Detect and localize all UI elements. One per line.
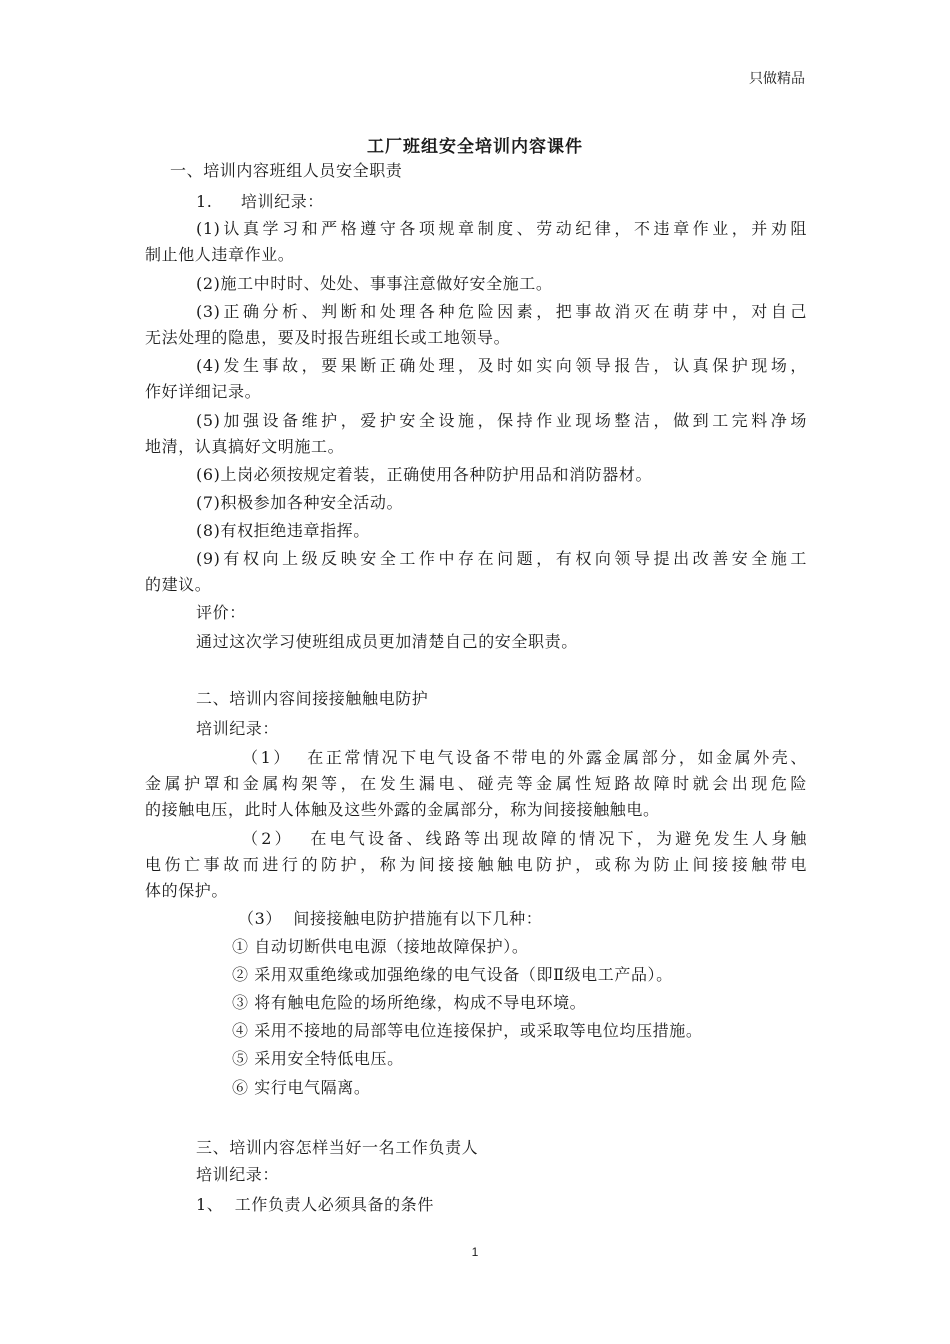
protection-measure-4: ④ 采用不接地的局部等电位连接保护，或采取等电位均压措施。 xyxy=(232,1021,703,1040)
document-title: 工厂班组安全培训内容课件 xyxy=(367,137,583,157)
indirect-contact-para-1-line-2: 金属护罩和金属构架等，在发生漏电、碰壳等金属性短路故障时就会出现危险 xyxy=(145,774,807,793)
duty-5-line-1: (5)加强设备维护，爱护安全设施，保持作业现场整洁，做到工完料净场 xyxy=(196,411,807,430)
page-number: 1 xyxy=(471,1245,479,1259)
section-3-item-1: 1、 工作负责人必须具备的条件 xyxy=(196,1195,434,1214)
duty-5-line-2: 地清，认真搞好文明施工。 xyxy=(145,437,345,456)
evaluation-text: 通过这次学习使班组成员更加清楚自己的安全职责。 xyxy=(196,632,578,651)
duty-1-line-2: 制止他人违章作业。 xyxy=(145,245,295,264)
duty-2: (2)施工中时时、处处、事事注意做好安全施工。 xyxy=(196,274,553,293)
duty-7: (7)积极参加各种安全活动。 xyxy=(196,493,404,512)
duty-4-line-1: (4)发生事故，要果断正确处理，及时如实向领导报告，认真保护现场， xyxy=(196,356,807,375)
duty-1-line-1: (1)认真学习和严格遵守各项规章制度、劳动纪律，不违章作业，并劝阻 xyxy=(196,219,807,238)
indirect-contact-para-1-line-1: （1） 在正常情况下电气设备不带电的外露金属部分，如金属外壳、 xyxy=(242,748,807,767)
section-1-item-label: 1. 培训纪录： xyxy=(196,192,324,211)
section-1-heading: 一、培训内容班组人员安全职责 xyxy=(170,161,403,180)
duty-4-line-2: 作好详细记录。 xyxy=(145,382,262,401)
protection-measure-3: ③ 将有触电危险的场所绝缘，构成不导电环境。 xyxy=(232,993,587,1012)
indirect-contact-para-2-line-3: 体的保护。 xyxy=(145,881,229,900)
duty-3-line-2: 无法处理的隐患，要及时报告班组长或工地领导。 xyxy=(145,328,511,347)
duty-9-line-2: 的建议。 xyxy=(145,575,212,594)
protection-measure-5: ⑤ 采用安全特低电压。 xyxy=(232,1049,404,1068)
evaluation-label: 评价： xyxy=(196,603,246,622)
duty-8: (8)有权拒绝违章指挥。 xyxy=(196,521,370,540)
indirect-contact-para-2-line-1: （2） 在电气设备、线路等出现故障的情况下，为避免发生人身触 xyxy=(242,829,807,848)
indirect-contact-para-1-line-3: 的接触电压，此时人体触及这些外露的金属部分，称为间接接触触电。 xyxy=(145,800,660,819)
section-3-heading: 三、培训内容怎样当好一名工作负责人 xyxy=(196,1138,479,1157)
protection-measure-1: ① 自动切断供电电源（接地故障保护）。 xyxy=(232,937,529,956)
protection-measure-6: ⑥ 实行电气隔离。 xyxy=(232,1078,371,1097)
section-2-heading: 二、培训内容间接接触触电防护 xyxy=(196,689,429,708)
duty-9-line-1: (9)有权向上级反映安全工作中存在问题，有权向领导提出改善安全施工 xyxy=(196,549,807,568)
section-2-record-label: 培训纪录： xyxy=(196,719,280,738)
section-3-record-label: 培训纪录： xyxy=(196,1165,280,1184)
indirect-contact-para-3: （3） 间接接触电防护措施有以下几种： xyxy=(238,909,543,928)
page-header-note: 只做精品 xyxy=(749,71,805,87)
indirect-contact-para-2-line-2: 电伤亡事故而进行的防护，称为间接接触触电防护，或称为防止间接接触带电 xyxy=(145,855,807,874)
duty-6: (6)上岗必须按规定着装，正确使用各种防护用品和消防器材。 xyxy=(196,465,653,484)
protection-measure-2: ② 采用双重绝缘或加强绝缘的电气设备（即Ⅱ级电工产品）。 xyxy=(232,965,673,984)
duty-3-line-1: (3)正确分析、判断和处理各种危险因素，把事故消灭在萌芽中，对自己 xyxy=(196,302,807,321)
